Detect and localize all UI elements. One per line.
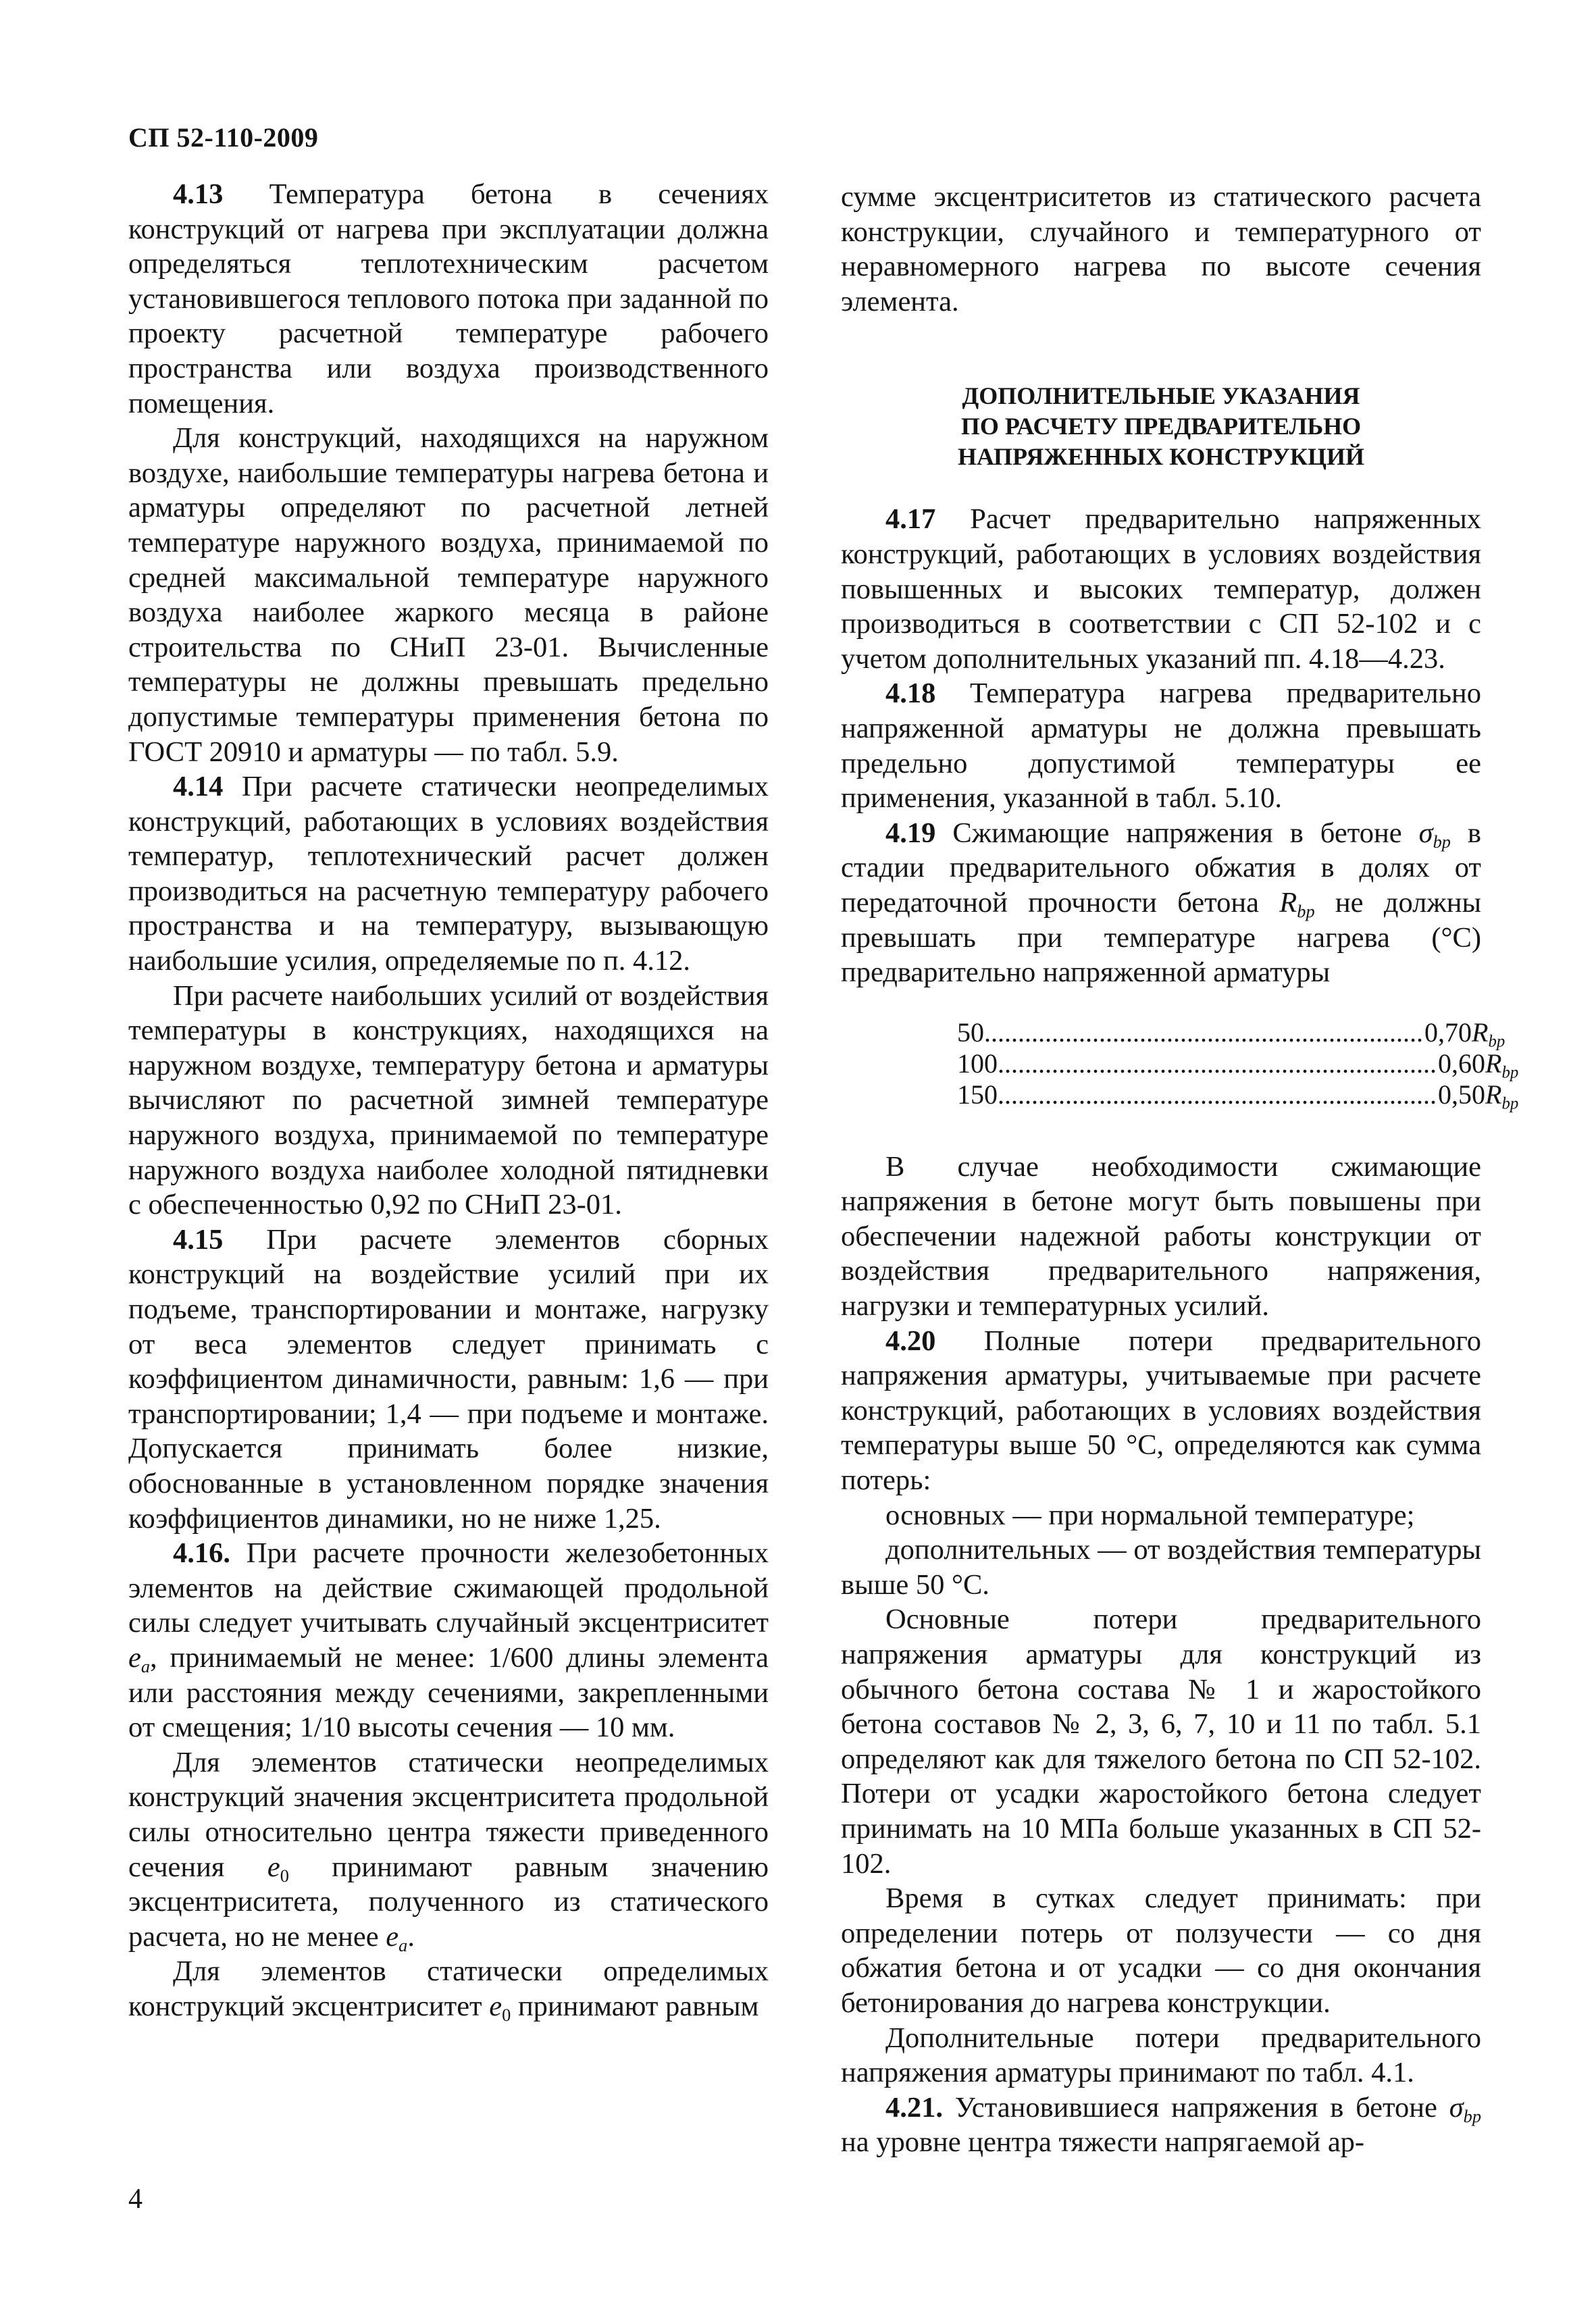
symbol-r-bp: R xyxy=(1279,886,1297,919)
table-row: 100................................................................. $0,60R_{bp}$ xyxy=(957,1048,1519,1082)
paragraph-4-16: 4.16. При расчете прочности железобетонных элементов на действие сжимающей продольной силы следует учитывать случайный эксцентриситет $e_a$, принимаемый не менее: 1/600 длины элемента или расстояния между сечениями, закрепленными от смещения; 1/10 высоты сечения — 10 мм. xyxy=(128,1537,769,1744)
symbol-ea: e xyxy=(128,1641,141,1674)
symbol-e0: e xyxy=(489,1990,503,2022)
clause-number: 4.16. xyxy=(173,1537,230,1570)
clause-number: 4.20 xyxy=(885,1325,936,1357)
paragraph-continuation: сумме эксцентриситетов из статического расчета конструкции, случайного и температурного от неравномерного нагрева по высоте сечения элемента. xyxy=(841,181,1481,317)
symbol-e0: e xyxy=(267,1851,280,1883)
paragraph-4-13-b: Для конструкций, находящихся на наружном воздухе, наибольшие температуры нагрева бетона и арматуры определяют по расчетной летней температуре наружного воздуха, принимаемой по средней максимальной температуре наружного воздуха наиболее жаркого месяца в районе строительства по СНиП 23-01. Вычисленные температуры не должны превышать предельно допустимые температуры применения бетона по ГОСТ 20910 и арматуры — по табл. 5.9. xyxy=(128,422,769,768)
clause-number: 4.13 xyxy=(173,178,224,210)
paragraph-4-15: 4.15 При расчете элементов сборных конструкций на воздействие усилий при их подъеме, транспортировании и монтаже, нагрузку от веса элементов следует принимать с коэффициентом динамичности, равным: 1,6 — при транспортировании; 1,4 — при подъеме и монтаже. Допускается принимать более низкие, обоснованные в установленном порядке значения коэффициентов динамики, но не ниже 1,25. xyxy=(128,1223,769,1535)
table-row: 150................................................................. $0,50R_{bp}$ xyxy=(957,1079,1519,1113)
left-column xyxy=(128,177,769,2024)
paragraph-4-20: 4.20 Полные потери предварительного напряжения арматуры, учитываемые при расчете конструкций, работающих в условиях воздействия температуры выше 50 °С, определяются как сумма потерь: xyxy=(841,1325,1481,1497)
section-heading: ДОПОЛНИТЕЛЬНЫЕ УКАЗАНИЯ ПО РАСЧЕТУ ПРЕДВАРИТЕЛЬНО НАПРЯЖЕННЫХ КОНСТРУКЦИЙ xyxy=(957,382,1365,471)
clause-number: 4.14 xyxy=(173,771,224,803)
paragraph-4-19-b: В случае необходимости сжимающие напряжения в бетоне могут быть повышены при обеспечении надежной работы конструкции от воздействия предварительного напряжения, нагрузки и температурных усилий. xyxy=(841,1150,1481,1322)
clause-number: 4.15 xyxy=(173,1223,224,1256)
symbol-sigma-bp: σ xyxy=(1418,817,1433,849)
paragraph-4-14: 4.14 При расчете статически неопределимых конструкций, работающих в условиях воздействия температур, теплотехнический расчет должен производиться на расчетную температуру рабочего пространства и на температуру, вызывающую наибольшие усилия, определяемые по п. 4.12. xyxy=(128,771,769,977)
temperature-ratio-table xyxy=(957,1017,1519,1113)
paragraph-4-18: 4.18 Температура нагрева предварительно напряженной арматуры не должна превышать предельно допустимой температуры ее применения, указанной в табл. 5.10. xyxy=(841,677,1481,815)
right-column xyxy=(841,180,1519,2160)
clause-number: 4.21. xyxy=(885,2091,943,2124)
paragraph-4-16-c: Для элементов статически определимых конструкций эксцентриситет $e_0$ принимают равным xyxy=(128,1955,769,2025)
page-number: 4 xyxy=(128,2184,143,2215)
paragraph-4-14-b: При расчете наибольших усилий от воздействия температуры в конструкциях, находящихся на наружном воздухе, температуру бетона и арматуры вычисляют по расчетной зимней температуре наружного воздуха, принимаемой по температуре наружного воздуха наиболее холодной пятидневки с обеспеченностью 0,92 по СНиП 23-01. xyxy=(128,979,769,1221)
paragraph-4-16-b: Для элементов статически неопределимых конструкций значения эксцентриситета продольной силы относительно центра тяжести приведенного сечения $e_0$ принимают равным значению эксцентриситета, полученного из статического расчета, но не менее $e_a$. xyxy=(128,1746,769,1955)
paragraph-4-21: 4.21. Установившиеся напряжения в бетоне $\sigma_{bp}$ на уровне центра тяжести напрягаемой ар- xyxy=(841,2091,1481,2159)
list-item: основных — при нормальной температуре; xyxy=(885,1499,1415,1531)
list-item: дополнительных — от воздействия температуры выше 50 °С. xyxy=(841,1534,1481,1601)
table-row: 50................................................................. $0,70R_{bp}$ xyxy=(957,1017,1505,1051)
clause-number: 4.18 xyxy=(885,677,936,710)
document-code: СП 52-110-2009 xyxy=(128,122,319,153)
clause-number: 4.19 xyxy=(885,817,936,849)
paragraph-4-13: 4.13 Температура бетона в сечениях конструкций от нагрева при эксплуатации должна определяться теплотехническим расчетом установившегося теплового потока при заданной по проекту расчетной температуре рабочего пространства или воздуха производственного помещения. xyxy=(128,178,769,419)
paragraph-4-20-c: Время в сутках следует принимать: при определении потерь от ползучести — со дня обжатия бетона и от усадки — со дня окончания бетонирования до нагрева конструкции. xyxy=(841,1882,1481,2019)
symbol-ea: e xyxy=(386,1920,399,1953)
paragraph-4-19: 4.19 Сжимающие напряжения в бетоне $\sigma_{bp}$ в стадии предварительного обжатия в долях от передаточной прочности бетона $R_{bp}$ не должны превышать при температуре нагрева (°С) предварительно напряженной арматуры xyxy=(841,817,1482,989)
paragraph-4-20-d: Дополнительные потери предварительного напряжения арматуры принимают по табл. 4.1. xyxy=(841,2022,1481,2089)
symbol-sigma-bp: σ xyxy=(1449,2091,1464,2124)
paragraph-4-17: 4.17 Расчет предварительно напряженных конструкций, работающих в условиях воздействия повышенных и высоких температур, должен производиться в соответствии с СП 52-102 и с учетом дополнительных указаний пп. 4.18—4.23. xyxy=(841,503,1481,675)
clause-number: 4.17 xyxy=(885,503,936,536)
paragraph-4-20-b: Основные потери предварительного напряжения арматуры для конструкций из обычного бетона состава № 1 и жаростойкого бетона составов № 2, 3, 6, 7, 10 и 11 по табл. 5.1 определяют как для тяжелого бетона по СП 52-102. Потери от усадки жаростойкого бетона следует принимать на 10 МПа больше указанных в СП 52-102. xyxy=(841,1603,1481,1880)
